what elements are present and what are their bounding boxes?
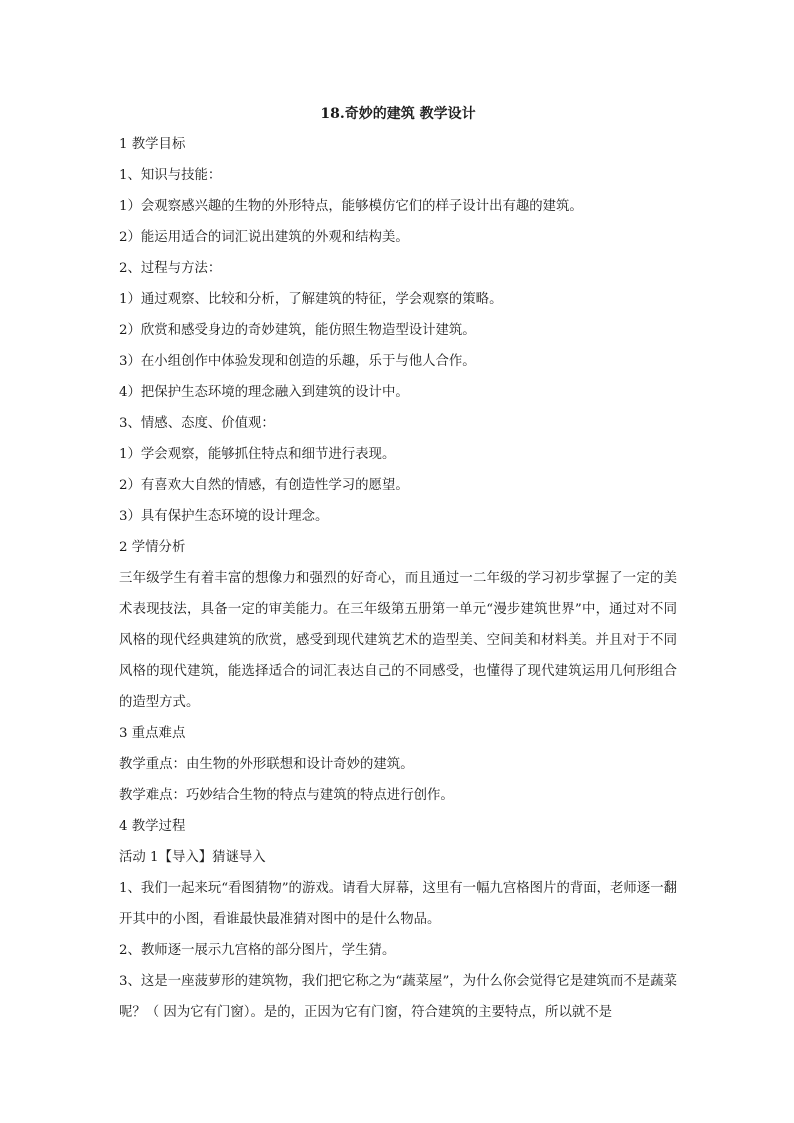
list-item: 4）把保护生态环境的理念融入到建筑的设计中。 — [119, 385, 409, 400]
list-item: 1）学会观察，能够抓住特点和细节进行表现。 — [119, 447, 396, 462]
heading-teaching-objectives: 1 教学目标 — [119, 137, 186, 152]
list-item: 1）会观察感兴趣的生物的外形特点，能够模仿它们的样子设计出有趣的建筑。 — [119, 199, 583, 214]
heading-teaching-process: 4 教学过程 — [119, 819, 186, 834]
document-body — [119, 99, 677, 1028]
list-item: 2）欣赏和感受身边的奇妙建筑，能仿照生物造型设计建筑。 — [119, 323, 476, 338]
student-analysis-paragraph: 三年级学生有着丰富的想像力和强烈的好奇心，而且通过一二年级的学习初步掌握了一定的美术表现技法，具备一定的审美能力。在三年级第五册第一单元“漫步建筑世界”中，通过对不同风格的现代经典建筑的欣赏，感受到现代建筑艺术的造型美、空间美和材料美。并且对于不同风格的现代建筑，能选择适合的词汇表达自己的不同感受，也懂得了现代建筑运用几何形组合的造型方式。 — [119, 571, 677, 710]
key-point-line: 教学重点：由生物的外形联想和设计奇妙的建筑。 — [119, 757, 414, 772]
activity-heading: 活动 1【导入】猜谜导入 — [119, 850, 266, 865]
list-item: 2）能运用适合的词汇说出建筑的外观和结构美。 — [119, 230, 409, 245]
subheading-attitudes-values: 3、情感、态度、价值观： — [119, 416, 275, 431]
subheading-knowledge-skills: 1、知识与技能： — [119, 168, 222, 183]
heading-student-analysis: 2 学情分析 — [119, 540, 186, 555]
list-item: 3）在小组创作中体验发现和创造的乐趣，乐于与他人合作。 — [119, 354, 476, 369]
list-item: 2）有喜欢大自然的情感，有创造性学习的愿望。 — [119, 478, 409, 493]
list-item: 3）具有保护生态环境的设计理念。 — [119, 509, 329, 524]
subheading-process-methods: 2、过程与方法： — [119, 261, 222, 276]
activity-step-3: 3、这是一座菠萝形的建筑物，我们把它称之为“蔬菜屋”，为什么你会觉得它是建筑而不是蔬菜呢？（ 因为它有门窗）。是的，正因为它有门窗，符合建筑的主要特点，所以就不是 — [119, 974, 677, 1020]
difficult-point-line: 教学难点：巧妙结合生物的特点与建筑的特点进行创作。 — [119, 788, 454, 803]
document-title: 18.奇妙的建筑 教学设计 — [320, 106, 476, 122]
list-item: 1）通过观察、比较和分析，了解建筑的特征，学会观察的策略。 — [119, 292, 503, 307]
heading-key-difficult-points: 3 重点难点 — [119, 726, 186, 741]
activity-step-2: 2、教师逐一展示九宫格的部分图片，学生猜。 — [119, 943, 396, 958]
activity-step-1: 1、我们一起来玩“看图猜物”的游戏。请看大屏幕，这里有一幅九宫格图片的背面，老师逐一翻开其中的小图，看谁最快最准猜对图中的是什么物品。 — [119, 881, 677, 927]
